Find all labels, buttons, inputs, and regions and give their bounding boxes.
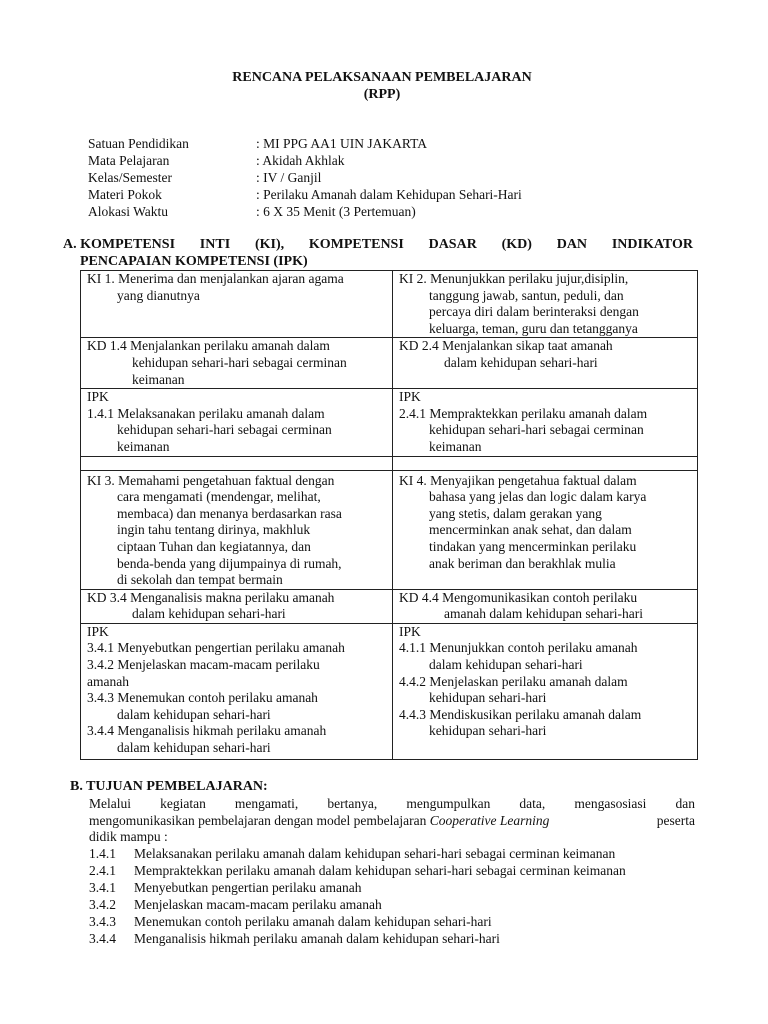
cell-line: 1.4.1 Melaksanakan perilaku amanah dalam <box>87 405 325 421</box>
identity-value: : IV / Ganjil <box>256 170 322 185</box>
objective-text: Menjelaskan macam-macam perilaku amanah <box>134 896 382 912</box>
cell-line: dalam kehidupan sehari-hari <box>429 657 583 673</box>
table-row <box>81 589 698 623</box>
para-word: Melalui <box>89 796 131 811</box>
document-subtitle: (RPP) <box>363 87 401 102</box>
objective-number: 2.4.1 <box>89 862 116 878</box>
cell-line: cara mengamati (mendengar, melihat, <box>117 489 321 505</box>
model-name: Cooperative Learning <box>429 812 550 828</box>
objective-item <box>70 846 695 863</box>
identity-label: Alokasi Waktu <box>88 204 169 219</box>
objective-number: 3.4.4 <box>89 930 116 946</box>
cell-line: 4.4.2 Menjelaskan perilaku amanah dalam <box>399 673 628 689</box>
table-row <box>81 271 698 338</box>
heading-word: DAN <box>556 237 588 252</box>
objective-item <box>70 880 695 897</box>
cell-line: KI 4. Menyajikan pengetahua faktual dalam <box>399 472 637 488</box>
cell-line: dalam kehidupan sehari-hari <box>117 706 271 722</box>
table-row <box>81 470 698 589</box>
heading-word: INDIKATOR <box>611 237 693 252</box>
ipk-34-cell <box>81 623 393 759</box>
kd14-cell <box>81 338 393 389</box>
heading-word: A. KOMPETENSI <box>63 237 176 252</box>
objective-text: Melaksanakan perilaku amanah dalam kehidupan sehari-hari sebagai cerminan keimanan <box>134 845 616 861</box>
identity-value: : Akidah Akhlak <box>256 153 345 168</box>
cell-line: dalam kehidupan sehari-hari <box>132 606 286 622</box>
cell-line: benda-benda yang dijumpainya di rumah, <box>117 555 342 571</box>
identity-value: : 6 X 35 Menit (3 Pertemuan) <box>256 204 416 219</box>
identity-label: Satuan Pendidikan <box>88 136 189 151</box>
identity-value: : MI PPG AA1 UIN JAKARTA <box>256 136 427 151</box>
cell-line: KD 3.4 Menganalisis makna perilaku amanah <box>87 589 335 605</box>
section-b <box>70 779 695 948</box>
spacer-cell <box>81 456 393 470</box>
para-word: mengasosiasi <box>574 796 647 811</box>
document-title: RENCANA PELAKSANAAN PEMBELAJARAN <box>232 70 532 85</box>
cell-line: membaca) dan menanya berdasarkan rasa <box>117 505 342 521</box>
cell-line: 4.1.1 Menunjukkan contoh perilaku amanah <box>399 640 638 656</box>
objective-text: Menyebutkan pengertian perilaku amanah <box>134 879 362 895</box>
para-word: dan <box>675 796 695 811</box>
cell-line: 2.4.1 Mempraktekkan perilaku amanah dalam <box>399 405 648 421</box>
objective-number: 3.4.3 <box>89 913 116 929</box>
objective-text: Menemukan contoh perilaku amanah dalam kehidupan sehari-hari <box>134 913 492 929</box>
identity-row <box>88 204 522 221</box>
para-word: mengamati, <box>234 796 299 811</box>
cell-line: tanggung jawab, santun, peduli, dan <box>429 287 624 303</box>
section-a-line1 <box>63 237 693 254</box>
para-word: bertanya, <box>327 796 378 811</box>
cell-line: kehidupan sehari-hari <box>429 723 547 739</box>
identity-row <box>88 170 522 187</box>
heading-word: DASAR <box>428 237 477 252</box>
table-row <box>81 338 698 389</box>
ipk-44-cell <box>393 623 698 759</box>
objective-text: Menganalisis hikmah perilaku amanah dalam kehidupan sehari-hari <box>134 930 500 946</box>
ipk-241-cell <box>393 389 698 456</box>
kd34-cell <box>81 589 393 623</box>
objective-item <box>70 931 695 948</box>
spacer-cell <box>393 456 698 470</box>
cell-line: di sekolah dan tempat bermain <box>117 572 283 588</box>
ki3-cell <box>81 470 393 589</box>
cell-line: tindakan yang mencerminkan perilaku <box>429 538 637 554</box>
cell-line: keimanan <box>132 371 185 387</box>
identity-label: Materi Pokok <box>88 187 162 202</box>
cell-line: 3.4.2 Menjelaskan macam-macam perilaku <box>87 657 320 673</box>
para-word: mengumpulkan <box>406 796 491 811</box>
kd24-cell <box>393 338 698 389</box>
cell-line: kehidupan sehari-hari <box>429 690 547 706</box>
identity-label: Mata Pelajaran <box>88 153 170 168</box>
paragraph-line <box>89 813 695 830</box>
heading-word: INTI <box>199 237 231 252</box>
cell-line: kehidupan sehari-hari sebagai cerminan <box>429 422 644 438</box>
cell-line: keluarga, teman, guru dan tetangganya <box>429 320 638 336</box>
cell-line: yang stetis, dalam gerakan yang <box>429 505 602 521</box>
cell-line: amanah dalam kehidupan sehari-hari <box>444 606 644 622</box>
cell-line: dalam kehidupan sehari-hari <box>444 354 598 370</box>
section-a-line2: PENCAPAIAN KOMPETENSI (IPK) <box>80 254 308 269</box>
ki4-cell <box>393 470 698 589</box>
para-text <box>89 813 549 830</box>
cell-line: amanah <box>87 673 129 689</box>
cell-line: bahasa yang jelas dan logic dalam karya <box>429 489 647 505</box>
cell-line: KI 3. Memahami pengetahuan faktual dengan <box>87 472 335 488</box>
cell-line: IPK <box>87 623 109 639</box>
objective-text: Mempraktekkan perilaku amanah dalam kehidupan sehari-hari sebagai cerminan keimanan <box>134 862 626 878</box>
paragraph-line <box>89 796 695 813</box>
objective-number: 1.4.1 <box>89 845 116 861</box>
cell-line: kehidupan sehari-hari sebagai cerminan <box>117 422 332 438</box>
para-word: data, <box>519 796 546 811</box>
objective-item <box>70 914 695 931</box>
section-b-heading: B. TUJUAN PEMBELAJARAN: <box>70 779 268 794</box>
identity-block <box>88 136 522 221</box>
identity-label: Kelas/Semester <box>88 170 172 185</box>
section-a-heading <box>63 237 693 271</box>
competency-table <box>80 270 698 760</box>
heading-word: (KI), <box>254 237 285 252</box>
cell-line: kehidupan sehari-hari sebagai cerminan <box>132 354 347 370</box>
cell-line: IPK <box>399 623 421 639</box>
heading-word: (KD) <box>501 237 532 252</box>
cell-line: KD 1.4 Menjalankan perilaku amanah dalam <box>87 338 330 354</box>
cell-line: IPK <box>87 389 109 405</box>
cell-line: ciptaan Tuhan dan kegiatannya, dan <box>117 538 311 554</box>
cell-line: KD 4.4 Mengomunikasikan contoh perilaku <box>399 589 638 605</box>
cell-line: IPK <box>399 389 421 405</box>
para-word: kegiatan <box>160 796 206 811</box>
cell-line: KI 2. Menunjukkan perilaku jujur,disiplin, <box>399 271 629 286</box>
objective-number: 3.4.1 <box>89 879 116 895</box>
identity-row <box>88 153 522 170</box>
ki2-cell <box>393 271 698 338</box>
identity-row <box>88 187 522 204</box>
objective-number: 3.4.2 <box>89 896 116 912</box>
cell-line: mencerminkan anak sehat, dan dalam <box>429 522 632 538</box>
section-b-paragraph <box>70 796 695 846</box>
table-spacer-row <box>81 456 698 470</box>
cell-line: ingin tahu tentang dirinya, makhluk <box>117 522 311 538</box>
identity-value: : Perilaku Amanah dalam Kehidupan Sehari-Hari <box>256 187 522 202</box>
cell-line: 3.4.4 Menganalisis hikmah perilaku amanah <box>87 723 327 739</box>
objective-item <box>70 897 695 914</box>
ipk-141-cell <box>81 389 393 456</box>
cell-line: yang dianutnya <box>117 287 200 303</box>
cell-line: dalam kehidupan sehari-hari <box>117 740 271 756</box>
table-row <box>81 389 698 456</box>
cell-line: 3.4.1 Menyebutkan pengertian perilaku amanah <box>87 640 345 656</box>
paragraph-line: didik mampu : <box>89 829 168 845</box>
cell-line: keimanan <box>429 438 482 454</box>
cell-line: KD 2.4 Menjalankan sikap taat amanah <box>399 338 613 354</box>
cell-line: 4.4.3 Mendiskusikan perilaku amanah dalam <box>399 706 642 722</box>
para-word: peserta <box>656 812 695 828</box>
cell-line: keimanan <box>117 438 170 454</box>
cell-line: KI 1. Menerima dan menjalankan ajaran agama <box>87 271 344 286</box>
heading-word: KOMPETENSI <box>308 237 404 252</box>
identity-row <box>88 136 522 153</box>
cell-line: anak beriman dan berakhlak mulia <box>429 555 616 571</box>
cell-line: 3.4.3 Menemukan contoh perilaku amanah <box>87 690 318 706</box>
ki1-cell <box>81 271 393 338</box>
objective-item <box>70 863 695 880</box>
table-row <box>81 623 698 759</box>
cell-line: percaya diri dalam berinteraksi dengan <box>429 304 639 320</box>
kd44-cell <box>393 589 698 623</box>
para-segment: mengomunikasikan pembelajaran dengan model pembelajaran <box>89 812 427 828</box>
